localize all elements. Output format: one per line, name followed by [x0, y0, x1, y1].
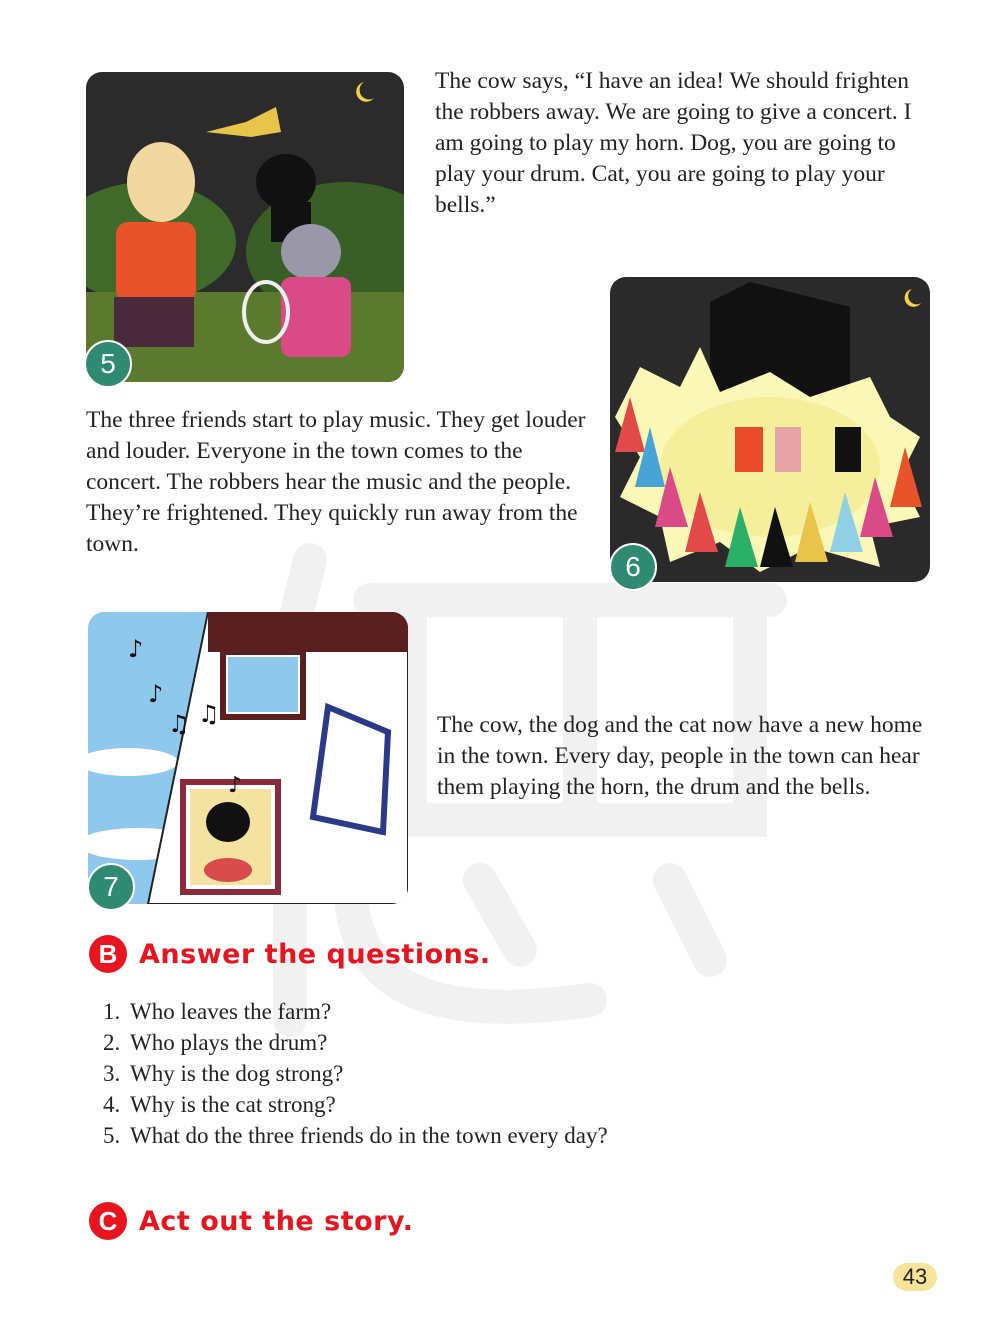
svg-text:♪: ♪	[228, 773, 243, 798]
question-text: Why is the dog strong?	[130, 1061, 344, 1086]
question-text: Who leaves the farm?	[130, 999, 332, 1024]
section-c-title: Act out the story.	[139, 1205, 414, 1237]
question-item	[103, 996, 608, 1027]
section-b-letter: B	[89, 935, 127, 973]
svg-text:♫: ♫	[168, 710, 190, 738]
story-paragraph-5: The cow says, “I have an idea! We should frighten the robbers away. We are going to give a concert. I am going to play my horn. Dog, you are going to play your drum. Cat, you are going to play your bells.”	[435, 68, 912, 218]
section-b-heading	[89, 935, 491, 973]
section-c-letter: C	[89, 1202, 127, 1240]
panel-number-7: 7	[87, 863, 135, 911]
question-number: 2.	[103, 1030, 121, 1055]
question-number: 5.	[103, 1123, 121, 1148]
question-number: 4.	[103, 1092, 121, 1117]
page-number: 43	[893, 1263, 937, 1291]
question-number: 3.	[103, 1061, 121, 1086]
svg-text:♪: ♪	[148, 680, 164, 708]
illustration-panel-6	[610, 277, 930, 582]
svg-text:♫: ♫	[198, 700, 220, 728]
section-c-heading	[89, 1202, 413, 1240]
story-paragraph-6: The three friends start to play music. They get louder and louder. Everyone in the town comes to the concert. The robbers hear the music and the people. They’re frightened. They quickly run away from the town.	[86, 407, 586, 557]
question-item	[103, 1027, 608, 1058]
question-item	[103, 1058, 608, 1089]
question-item	[103, 1120, 608, 1151]
question-list	[103, 996, 608, 1151]
svg-text:♪: ♪	[128, 635, 144, 663]
section-b-title: Answer the questions.	[139, 938, 491, 970]
illustration-panel-5	[86, 72, 404, 382]
question-number: 1.	[103, 999, 121, 1024]
question-text: Who plays the drum?	[130, 1030, 328, 1055]
question-item	[103, 1089, 608, 1120]
story-paragraph-7: The cow, the dog and the cat now have a new home in the town. Every day, people in the town can hear them playing the horn, the drum and the bells.	[437, 712, 923, 800]
question-text: Why is the cat strong?	[130, 1092, 336, 1117]
panel-number-5: 5	[84, 340, 132, 388]
panel-number-6: 6	[609, 543, 657, 591]
illustration-panel-7	[88, 612, 408, 904]
question-text: What do the three friends do in the town every day?	[130, 1123, 608, 1148]
